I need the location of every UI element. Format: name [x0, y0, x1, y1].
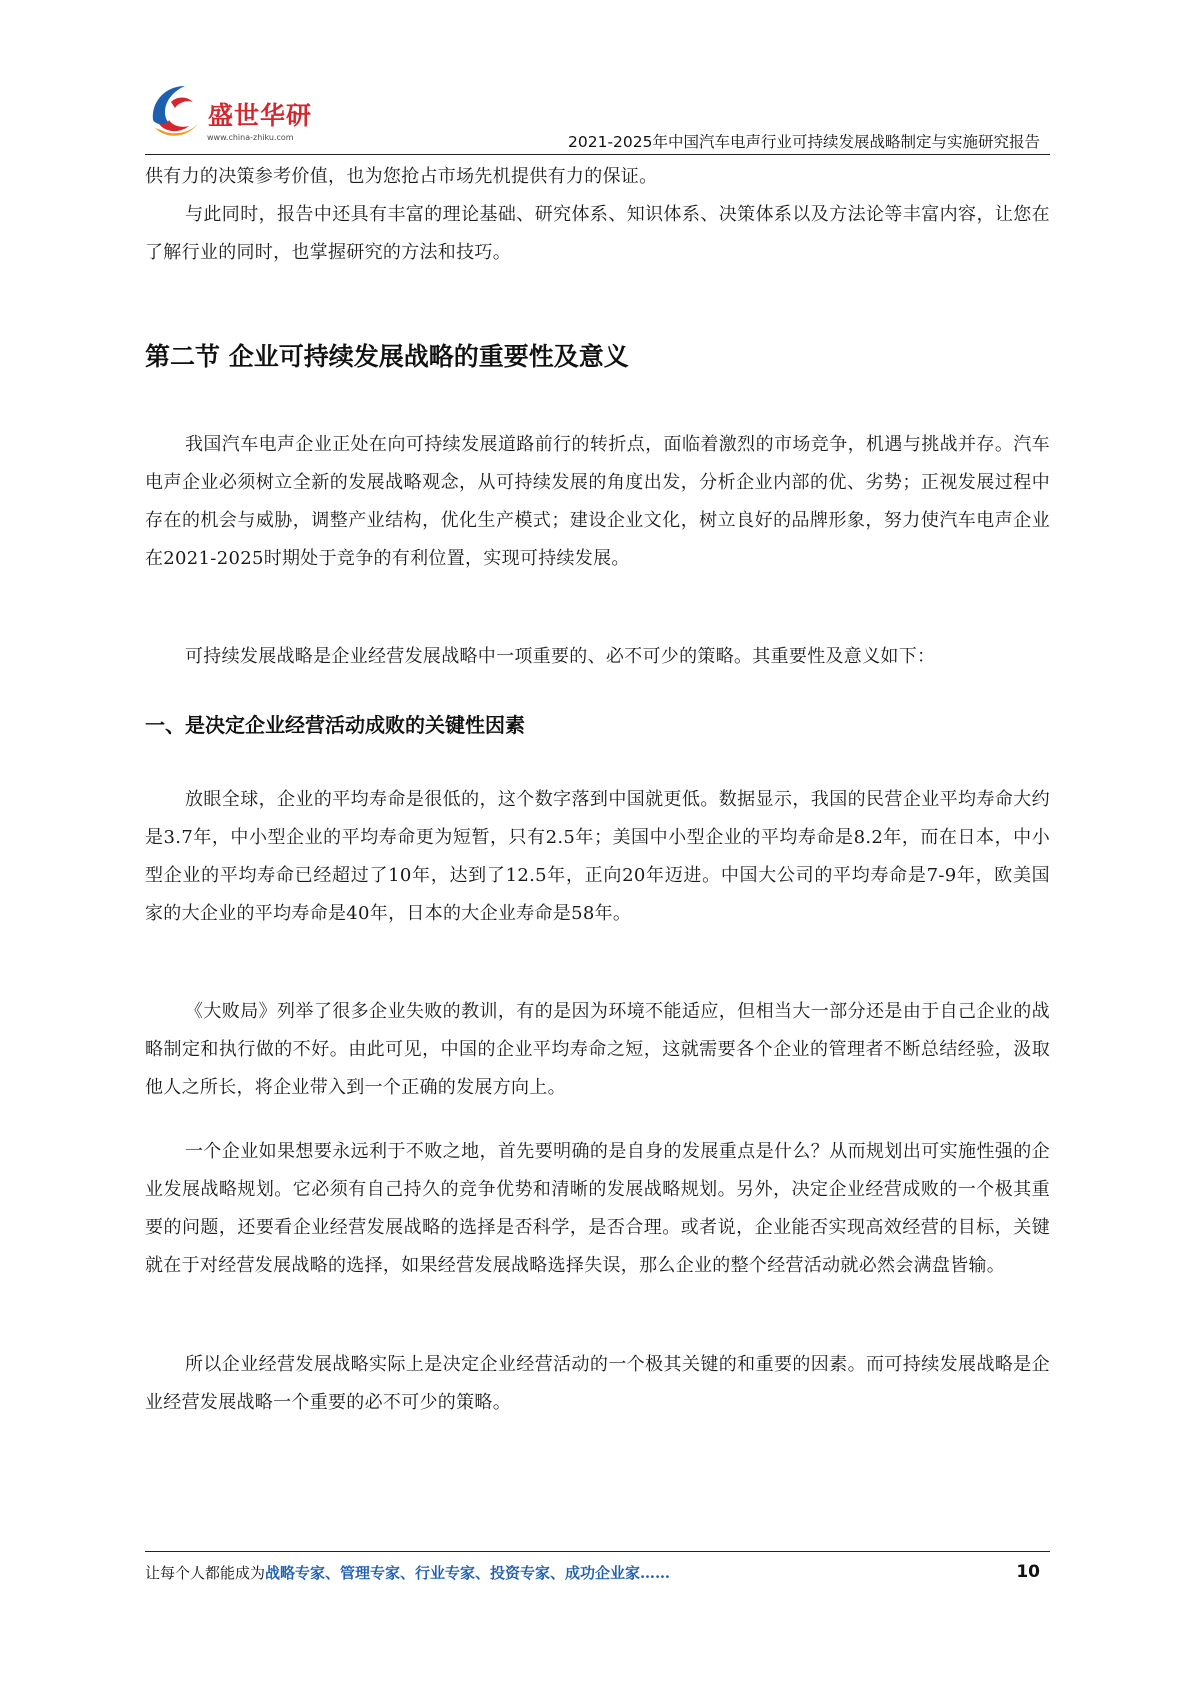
footer-divider	[145, 1551, 1050, 1552]
subsection-body-3	[145, 1133, 1050, 1285]
section-heading-block	[145, 337, 1050, 377]
header-divider	[145, 154, 1050, 155]
section-body-2	[145, 638, 1050, 676]
footer-slogan-lead: 让每个人都能成为	[145, 1564, 266, 1582]
subsection-heading-block	[145, 707, 1050, 743]
paragraph-2: 可持续发展战略是企业经营发展战略中一项重要的、必不可少的策略。其重要性及意义如下：	[185, 646, 936, 667]
paragraph-3: 放眼全球，企业的平均寿命是很低的，这个数字落到中国就更低。数据显示，我国的民营企业平均寿命大约是3.7年，中小型企业的平均寿命更为短暂，只有2.5年；美国中小型企业的平均寿命是8.2年，而在日本，中小型企业的平均寿命已经超过了10年，达到了12.5年，正向20年迈进。中国大公司的平均寿命是7-9年，欧美国家的大企业的平均寿命是40年，日本的大企业寿命是58年。	[145, 789, 1050, 924]
paragraph-1: 我国汽车电声企业正处在向可持续发展道路前行的转折点，面临着激烈的市场竞争，机遇与挑战并存。汽车电声企业必须树立全新的发展战略观念，从可持续发展的角度出发，分析企业内部的优、劣势；正视发展过程中存在的机会与威胁，调整产业结构，优化生产模式；建设企业文化，树立良好的品牌形象，努力使汽车电声企业在2021-2025时期处于竞争的有利位置，实现可持续发展。	[145, 434, 1050, 569]
footer-slogan-highlight: 战略专家、管理专家、行业专家、投资专家、成功企业家……	[265, 1564, 671, 1582]
logo-url: www.china-zhiku.com	[207, 133, 294, 142]
logo-text: 盛世华研	[208, 101, 313, 130]
paragraph-continued: 供有力的决策参考价值，也为您抢占市场先机提供有力的保证。	[145, 166, 658, 187]
page-header	[145, 78, 1050, 158]
paragraph-6: 所以企业经营发展战略实际上是决定企业经营活动的一个极其关键的和重要的因素。而可持续发展战略是企业经营发展战略一个重要的必不可少的策略。	[145, 1354, 1050, 1413]
section-body-1	[145, 426, 1050, 578]
page-footer	[145, 1562, 1050, 1592]
subsection-title: 一、是决定企业经营活动成败的关键性因素	[145, 713, 525, 737]
subsection-body-1	[145, 781, 1050, 933]
section-title: 第二节 企业可持续发展战略的重要性及意义	[145, 342, 629, 371]
page-number: 10	[1016, 1562, 1040, 1582]
paragraph-5: 一个企业如果想要永远利于不败之地，首先要明确的是自身的发展重点是什么？从而规划出可实施性强的企业发展战略规划。它必须有自己持久的竞争优势和清晰的发展战略规划。另外，决定企业经营成败的一个极其重要的问题，还要看企业经营发展战略的选择是否科学，是否合理。或者说，企业能否实现高效经营的目标，关键就在于对经营发展战略的选择，如果经营发展战略选择失误，那么企业的整个经营活动就必然会满盘皆输。	[145, 1141, 1050, 1276]
body-intro	[145, 158, 1050, 272]
company-logo	[145, 78, 315, 148]
report-title: 2021-2025年中国汽车电声行业可持续发展战略制定与实施研究报告	[568, 133, 1040, 151]
subsection-body-4	[145, 1346, 1050, 1422]
subsection-body-2	[145, 993, 1050, 1107]
paragraph-intro: 与此同时，报告中还具有丰富的理论基础、研究体系、知识体系、决策体系以及方法论等丰富内容，让您在了解行业的同时，也掌握研究的方法和技巧。	[145, 204, 1050, 263]
paragraph-4: 《大败局》列举了很多企业失败的教训，有的是因为环境不能适应，但相当大一部分还是由于自己企业的战略制定和执行做的不好。由此可见，中国的企业平均寿命之短，这就需要各个企业的管理者不断总结经验，汲取他人之所长，将企业带入到一个正确的发展方向上。	[145, 1001, 1050, 1098]
logo-emblem-icon	[145, 80, 207, 142]
